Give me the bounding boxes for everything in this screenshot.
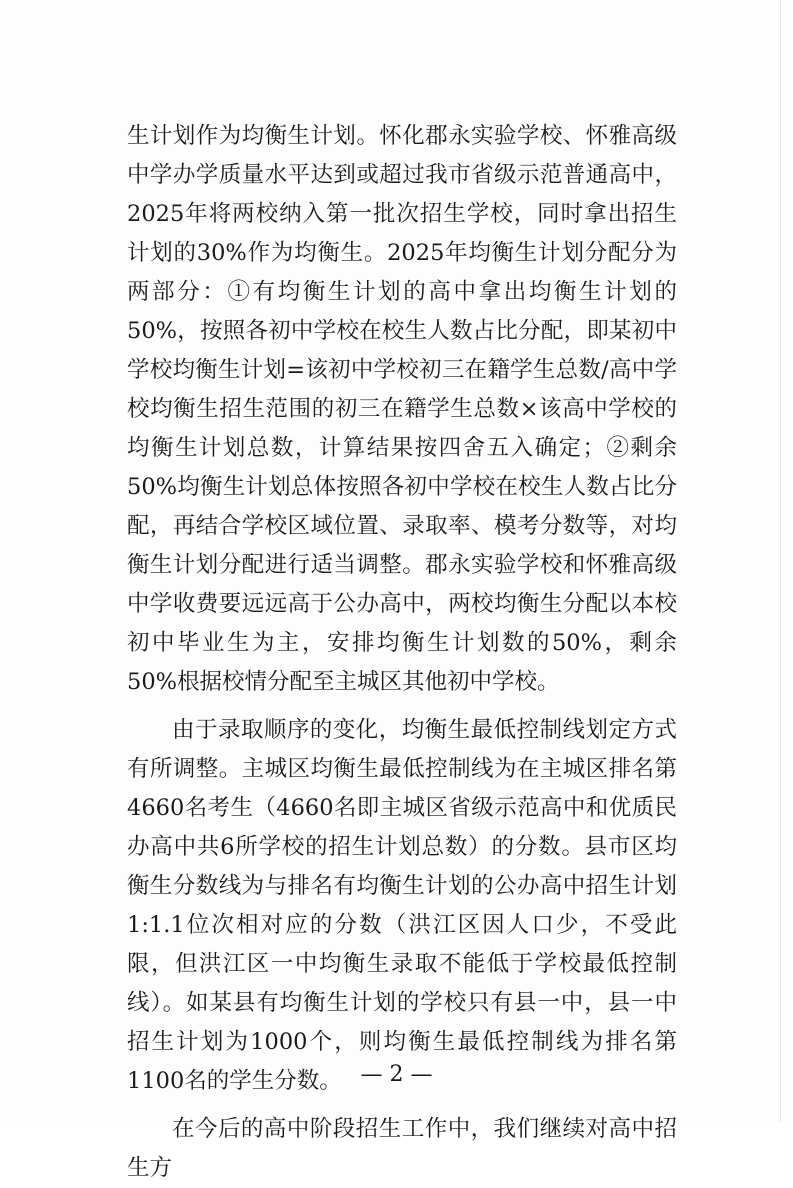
- paragraph-continued: 生计划作为均衡生计划。怀化郡永实验学校、怀雅高级中学办学质量水平达到或超过我市省级示范普通高中，2025年将两校纳入第一批次招生学校，同时拿出招生计划的30%作为均衡生。2025年均衡生计划分配分为两部分：①有均衡生计划的高中拿出均衡生计划的50%，按照各初中学校在校生人数占比分配，即某初中学校均衡生计划=该初中学校初三在籍学生总数/高中学校均衡生招生范围的初三在籍学生总数×该高中学校的均衡生计划总数，计算结果按四舍五入确定；②剩余50%均衡生计划总体按照各初中学校在校生人数占比分配，再结合学校区域位置、录取率、模考分数等，对均衡生计划分配进行适当调整。郡永实验学校和怀雅高级中学收费要远远高于公办高中，两校均衡生分配以本校初中毕业生为主，安排均衡生计划数的50%，剩余50%根据校情分配至主城区其他初中学校。: [127, 123, 677, 695]
- paragraph-future-work: 在今后的高中阶段招生工作中，我们继续对高中招生方: [127, 1116, 677, 1181]
- paragraph-control-line: 由于录取顺序的变化，均衡生最低控制线划定方式有所调整。主城区均衡生最低控制线为在主城区排名第4660名考生（4660名即主城区省级示范高中和优质民办高中共6所学校的招生计划总数）的分数。县市区均衡生分数线为与排名有均衡生计划的公办高中招生计划1:1.1位次相对应的分数（洪江区因人口少，不受此限，但洪江区一中均衡生录取不能低于学校最低控制线）。如某县有均衡生计划的学校只有县一中，县一中招生计划为1000个，则均衡生最低控制线为排名第1100名的学生分数。: [127, 717, 677, 1094]
- document-body: [127, 117, 677, 1188]
- page-edge: [780, 0, 781, 1122]
- page-number: — 2 —: [360, 1062, 433, 1087]
